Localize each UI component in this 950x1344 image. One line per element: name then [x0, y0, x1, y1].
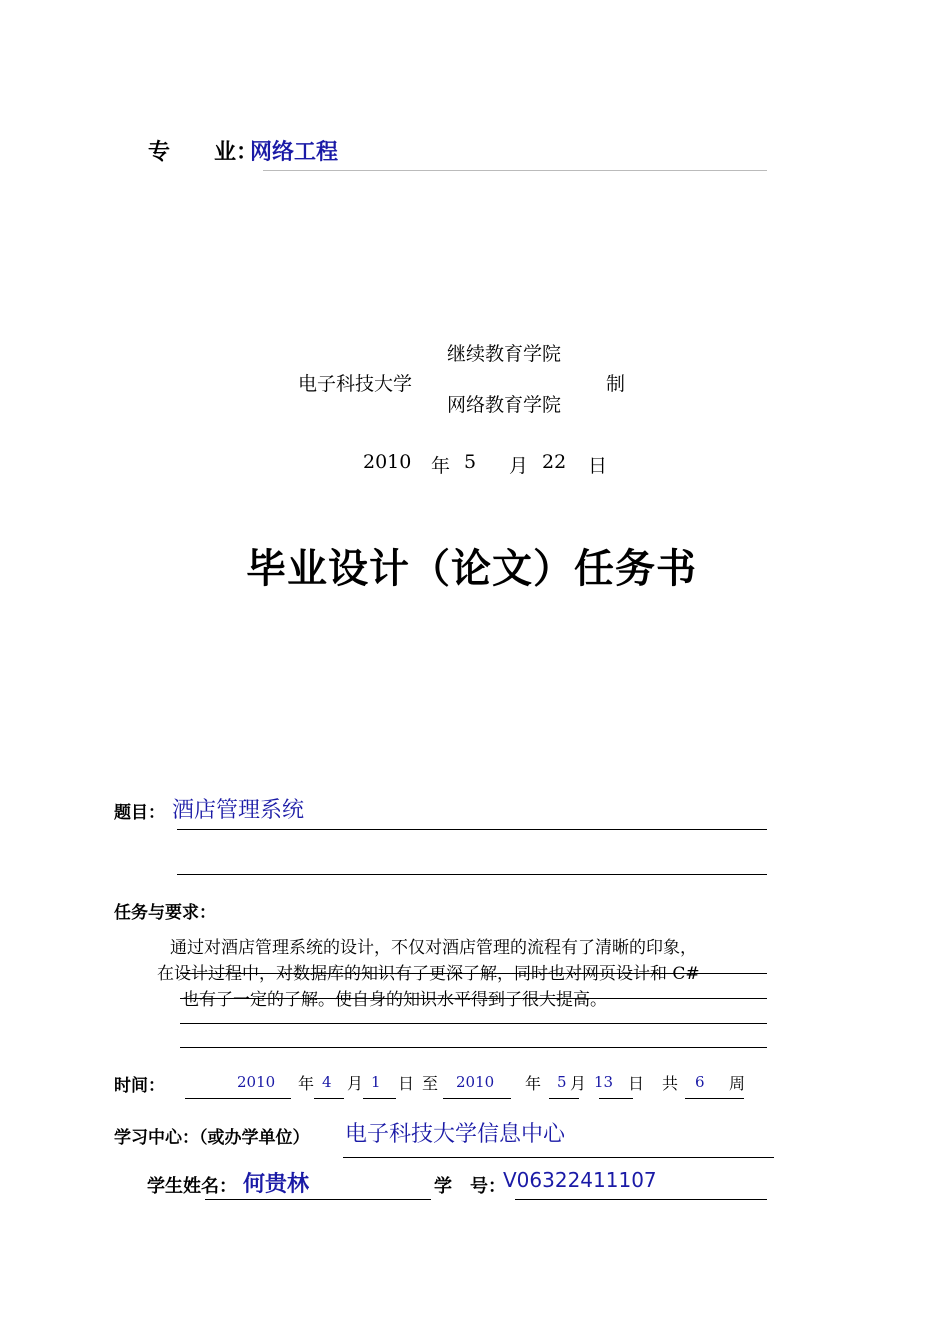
time-yue-2: 月: [570, 1074, 587, 1093]
issue-date-day-char: 日: [588, 455, 608, 477]
time-end-year: 2010: [456, 1073, 495, 1091]
task-line-1: 通过对酒店管理系统的设计，不仅对酒店管理的流程有了清晰的印象，: [170, 938, 697, 958]
time-nian-2: 年: [525, 1074, 542, 1093]
time-start-day-underline: [363, 1098, 396, 1099]
issuer-suffix: 制: [606, 373, 626, 395]
major-label: 专 业：: [148, 139, 259, 165]
task-underline-3: [180, 1023, 767, 1024]
time-start-year: 2010: [237, 1073, 276, 1091]
time-start-year-underline: [185, 1098, 291, 1099]
issue-date-year: 2010: [363, 451, 412, 473]
time-gong: 共: [662, 1074, 679, 1093]
major-underline: [263, 170, 767, 171]
topic-value: 酒店管理系统: [172, 798, 305, 823]
issuer-university: 电子科技大学: [298, 373, 413, 395]
time-end-day-underline: [599, 1098, 633, 1099]
time-zhou: 周: [729, 1074, 746, 1093]
student-name-underline: [205, 1199, 431, 1200]
task-line-3: 也有了一定的了解。使自身的知识水平得到了很大提高。: [182, 990, 607, 1010]
issue-date-year-char: 年: [431, 455, 451, 477]
student-id-label: 学 号：: [434, 1176, 506, 1197]
topic-underline-1: [177, 829, 767, 830]
time-nian-1: 年: [298, 1074, 315, 1093]
time-end-year-underline: [443, 1098, 511, 1099]
time-label: 时间：: [114, 1076, 165, 1096]
time-weeks: 6: [695, 1073, 705, 1091]
student-id: V06322411107: [503, 1168, 657, 1192]
time-ri-1: 日: [398, 1074, 415, 1093]
topic-underline-2: [177, 874, 767, 875]
task-underline-2: [180, 998, 767, 999]
document-title: 毕业设计（论文）任务书: [246, 545, 697, 592]
time-start-month-underline: [314, 1098, 344, 1099]
issue-date-month-char: 月: [509, 455, 529, 477]
issue-date-month: 5: [464, 451, 477, 473]
time-end-month-underline: [549, 1098, 579, 1099]
time-end-month: 5: [557, 1073, 567, 1091]
time-yue-1: 月: [347, 1074, 364, 1093]
student-name-label: 学生姓名：: [147, 1176, 237, 1197]
major-value: 网络工程: [250, 139, 339, 165]
time-end-day: 13: [594, 1073, 614, 1091]
center-label: 学习中心：（或办学单位）: [114, 1128, 310, 1148]
center-value: 电子科技大学信息中心: [345, 1122, 566, 1147]
task-underline-4: [180, 1047, 767, 1048]
time-start-day: 1: [371, 1073, 381, 1091]
student-id-underline: [515, 1199, 767, 1200]
task-label: 任务与要求：: [114, 903, 216, 923]
task-line-2: 在设计过程中，对数据库的知识有了更深了解，同时也对网页设计和 C#: [157, 964, 700, 984]
time-ri-2: 日: [628, 1074, 645, 1093]
issuer-college-2: 网络教育学院: [447, 394, 562, 416]
issue-date-day: 22: [542, 451, 567, 473]
student-name: 何贵林: [243, 1171, 310, 1197]
topic-label: 题目：: [114, 803, 165, 823]
issuer-college-1: 继续教育学院: [447, 343, 562, 365]
time-weeks-underline: [685, 1098, 744, 1099]
time-start-month: 4: [322, 1073, 332, 1091]
task-underline-1: [180, 973, 767, 974]
time-zhi: 至: [422, 1074, 439, 1093]
center-underline: [343, 1157, 774, 1158]
